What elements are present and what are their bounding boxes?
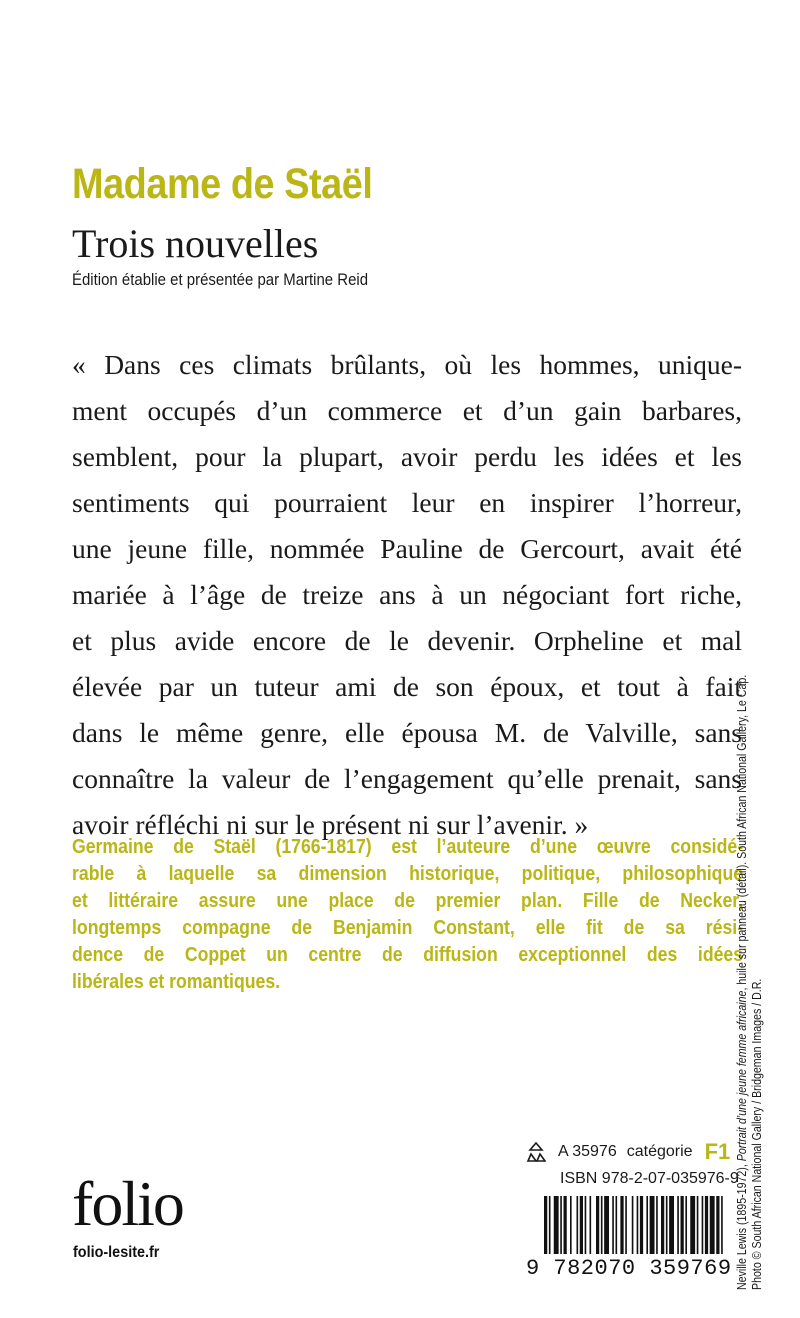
category-label: catégorie bbox=[626, 1143, 693, 1160]
barcode-bar bbox=[632, 1196, 634, 1254]
credit-line-2: Photo © South African National Gallery / Bridgeman Images / D.R. bbox=[750, 978, 764, 1290]
barcode-bar bbox=[710, 1196, 715, 1254]
barcode-bar bbox=[560, 1196, 562, 1254]
barcode-bar bbox=[685, 1196, 687, 1254]
bio-line: rable à laquelle sa dimension historique, politique, philosophique bbox=[72, 863, 744, 885]
barcode-bar bbox=[544, 1196, 547, 1254]
credit-artist: Neville Lewis (1895-1972), bbox=[735, 1161, 749, 1290]
author-biography bbox=[72, 834, 743, 996]
catalog-code: A 35976 bbox=[558, 1143, 617, 1160]
bio-line: Germaine de Staël (1766-1817) est l’auteure d’une œuvre considé- bbox=[72, 836, 744, 858]
quote-line: et plus avide encore de le devenir. Orpheline et mal bbox=[72, 625, 742, 656]
barcode-bar bbox=[570, 1196, 572, 1254]
barcode-bar bbox=[690, 1196, 695, 1254]
barcode-bar bbox=[564, 1196, 567, 1254]
barcode-bar bbox=[625, 1196, 627, 1254]
author-name: Madame de Staël bbox=[72, 160, 373, 208]
quote-line: élevée par un tuteur ami de son époux, et tout à fait bbox=[72, 671, 742, 702]
barcode-bar bbox=[590, 1196, 592, 1254]
barcode-bar bbox=[580, 1196, 583, 1254]
barcode-bar bbox=[716, 1196, 719, 1254]
barcode-bar bbox=[666, 1196, 668, 1254]
bio-line: libérales et romantiques. bbox=[72, 971, 281, 993]
barcode-bar bbox=[661, 1196, 664, 1254]
barcode-bar bbox=[601, 1196, 603, 1254]
barcode-digits: 9 782070 359769 bbox=[526, 1256, 732, 1281]
barcode-bar bbox=[577, 1196, 579, 1254]
image-credit bbox=[735, 390, 765, 1290]
quote-line: avoir réfléchi ni sur le présent ni sur l’avenir. » bbox=[72, 809, 589, 840]
catalog-code-row bbox=[526, 1140, 730, 1164]
bio-line: longtemps compagne de Benjamin Constant, elle fit de sa rési- bbox=[72, 917, 744, 939]
edition-note: Édition établie et présentée par Martine Reid bbox=[72, 270, 369, 289]
folio-logo: folio bbox=[72, 1168, 183, 1239]
barcode-bar bbox=[554, 1196, 559, 1254]
recycle-icon bbox=[526, 1141, 546, 1163]
barcode-bar bbox=[637, 1196, 639, 1254]
quote-line: mariée à l’âge de treize ans à un négociant fort riche, bbox=[72, 579, 742, 610]
barcode-bar bbox=[596, 1196, 599, 1254]
excerpt-quote bbox=[72, 342, 742, 848]
barcode-bar bbox=[646, 1196, 648, 1254]
website-link[interactable]: folio-lesite.fr bbox=[73, 1244, 160, 1261]
barcode-bar bbox=[721, 1196, 723, 1254]
quote-line: semblent, pour la plupart, avoir perdu les idées et les bbox=[72, 441, 742, 472]
quote-line: une jeune fille, nommée Pauline de Gercourt, avait été bbox=[72, 533, 742, 564]
barcode-bar bbox=[681, 1196, 684, 1254]
barcode-bar bbox=[669, 1196, 674, 1254]
quote-line: connaître la valeur de l’engagement qu’elle prenait, sans bbox=[72, 763, 742, 794]
barcode-bar bbox=[697, 1196, 699, 1254]
barcode-bar bbox=[549, 1196, 551, 1254]
barcode-bar bbox=[585, 1196, 587, 1254]
quote-line: « Dans ces climats brûlants, où les hommes, unique- bbox=[72, 349, 742, 380]
barcode-bar bbox=[616, 1196, 618, 1254]
quote-line: dans le même genre, elle épousa M. de Valville, sans bbox=[72, 717, 742, 748]
quote-line: sentiments qui pourraient leur en inspirer l’horreur, bbox=[72, 487, 742, 518]
barcode-bar bbox=[705, 1196, 708, 1254]
isbn: ISBN 978-2-07-035976-9 bbox=[560, 1170, 739, 1187]
quote-line: ment occupés d’un commerce et d’un gain barbares, bbox=[72, 395, 742, 426]
category-code: F1 bbox=[704, 1139, 731, 1164]
credit-details: , huile sur panneau (détail). South African National Gallery, Le Cap. bbox=[735, 674, 749, 991]
barcode-bar bbox=[656, 1196, 658, 1254]
barcode-bar bbox=[640, 1196, 643, 1254]
barcode-bar bbox=[620, 1196, 623, 1254]
barcode-bar bbox=[650, 1196, 655, 1254]
barcode bbox=[544, 1196, 726, 1254]
credit-artwork-title: Portrait d’une jeune femme africaine bbox=[735, 990, 749, 1162]
barcode-bar bbox=[702, 1196, 704, 1254]
bio-line: dence de Coppet un centre de diffusion exceptionnel des idées bbox=[72, 944, 744, 966]
barcode-bar bbox=[677, 1196, 679, 1254]
barcode-bar bbox=[604, 1196, 609, 1254]
barcode-bar bbox=[612, 1196, 614, 1254]
bio-line: et littéraire assure une place de premier plan. Fille de Necker, bbox=[72, 890, 744, 912]
book-title: Trois nouvelles bbox=[72, 221, 319, 266]
